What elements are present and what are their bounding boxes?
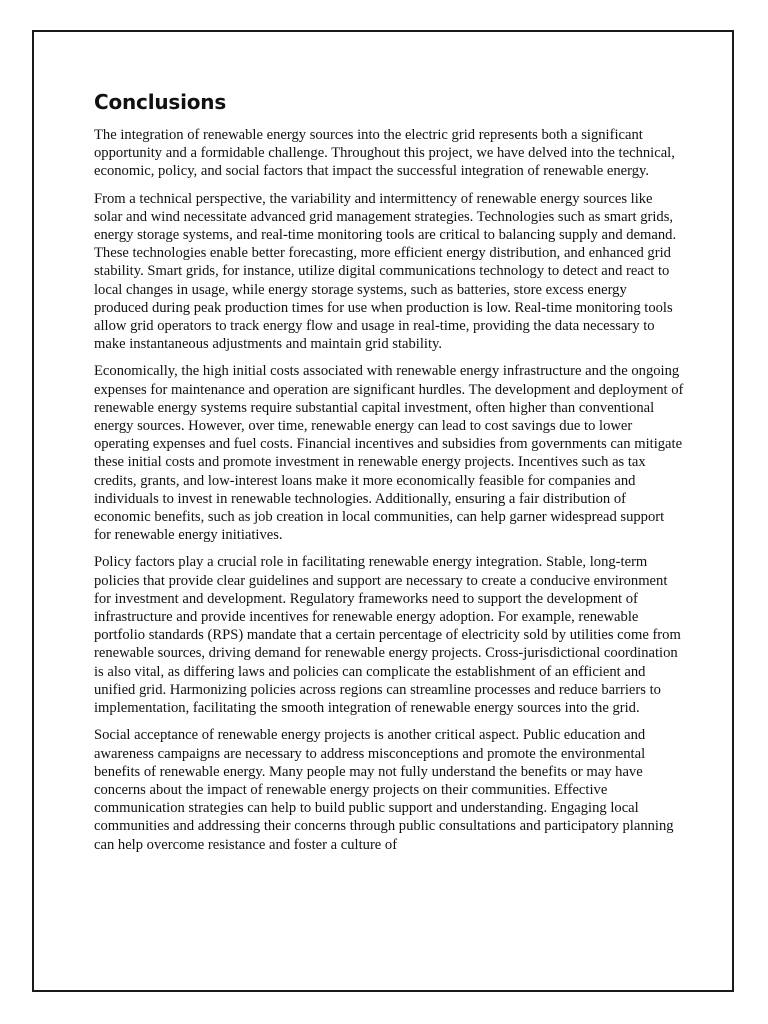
paragraph-social: Social acceptance of renewable energy projects is another critical aspect. Public education and awareness campaigns are necessary to address misconceptions and promote the environmental benefits of renewable energy. Many people may not fully understand the benefits or may have concerns about the impact of renewable energy projects on their communities. Effective communication strategies can help to build public support and understanding. Engaging local communities and addressing their concerns through public consultations and participatory planning can help overcome resistance and foster a culture of xyxy=(94,727,674,853)
document-body xyxy=(94,90,684,863)
paragraph-policy: Policy factors play a crucial role in facilitating renewable energy integration. Stable, long-term policies that provide clear guidelines and support are necessary to create a conducive environment for investment and development. Regulatory frameworks need to support the development of infrastructure and provide incentives for renewable energy adoption. For example, renewable portfolio standards (RPS) mandate that a certain percentage of electricity sold by utilities come from renewable sources, driving demand for renewable energy projects. Cross-jurisdictional coordination is also vital, as differing laws and policies can complicate the establishment of an efficient and unified grid. Harmonizing policies across regions can streamline processes and reduce barriers to implementation, facilitating the smooth integration of renewable energy sources into the grid. xyxy=(94,554,681,717)
paragraph-technical: From a technical perspective, the variability and intermittency of renewable energy sources like solar and wind necessitate advanced grid management strategies. Technologies such as smart grids, energy storage systems, and real-time monitoring tools are critical to balancing supply and demand. These technologies enable better forecasting, more efficient energy distribution, and enhanced grid stability. Smart grids, for instance, utilize digital communications technology to detect and react to local changes in usage, while energy storage systems, such as batteries, store excess energy produced during peak production times for use when production is low. Real-time monitoring tools allow grid operators to track energy flow and usage in real-time, providing the data necessary to make instantaneous adjustments and maintain grid stability. xyxy=(94,190,677,353)
paragraph-economic: Economically, the high initial costs associated with renewable energy infrastructure and the ongoing expenses for maintenance and operation are significant hurdles. The development and deployment of renewable energy systems require substantial capital investment, often higher than conventional energy sources. However, over time, renewable energy can lead to cost savings due to lower operating expenses and fuel costs. Financial incentives and subsidies from governments can mitigate these initial costs and promote investment in renewable energy projects. Incentives such as tax credits, grants, and low-interest loans make it more economically feasible for companies and individuals to invest in renewable technologies. Additionally, ensuring a fair distribution of economic benefits, such as job creation in local communities, can help garner widespread support for renewable energy initiatives. xyxy=(94,363,684,544)
page-frame xyxy=(32,30,734,992)
paragraph-introduction: The integration of renewable energy sources into the electric grid represents both a significant opportunity and a formidable challenge. Throughout this project, we have delved into the technical, economic, policy, and social factors that impact the successful integration of renewable energy. xyxy=(94,127,675,180)
section-heading: Conclusions xyxy=(94,90,227,114)
